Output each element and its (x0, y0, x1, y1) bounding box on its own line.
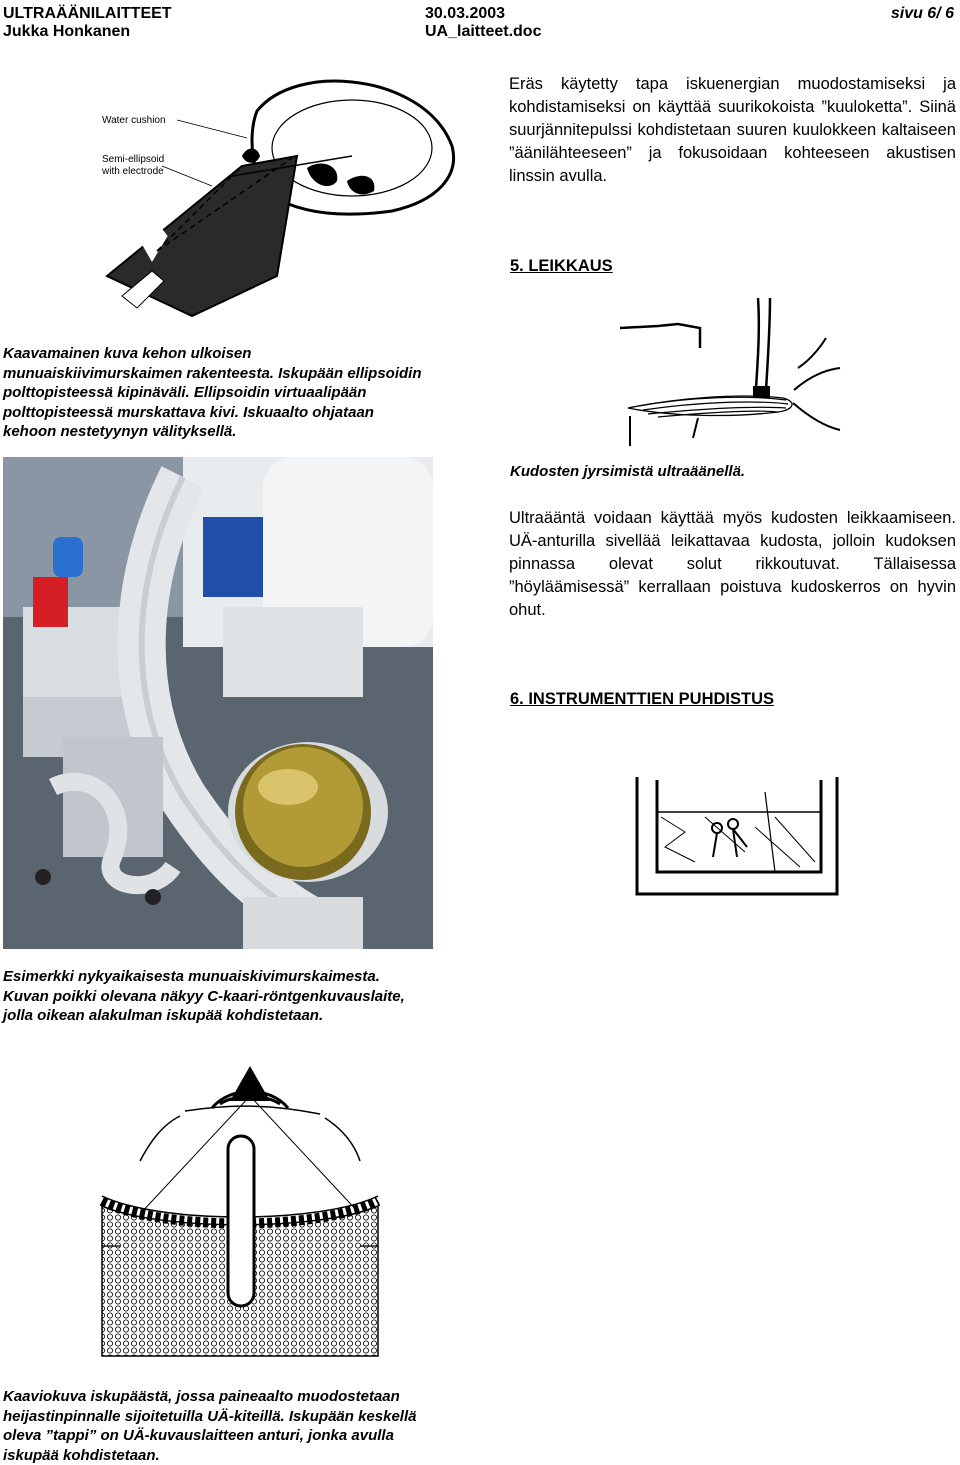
label-with-electrode: with electrode (101, 166, 164, 177)
photo-caption (3, 967, 473, 1026)
label-water-cushion: Water cushion (102, 115, 166, 126)
shockwave-head-schematic (90, 1046, 385, 1358)
section5-heading: 5. LEIKKAUS (510, 257, 613, 276)
lithotripter-photo (3, 457, 433, 949)
caption-line: polttopisteessä kipinäväli. Ellipsoidin virtuaalipään (3, 383, 473, 403)
section5-paragraph: Ultraääntä voidaan käyttää myös kudosten leikkaamiseen. UÄ-anturilla sivellää leikattavaa kudosta, jolloin kudoksen pinnassa olevat solut rikkoutuvat. Tällaisessa ”höyläämisessä” kerrallaan poistuva kudoskerros on hyvin ohut. (509, 507, 956, 622)
caption-line: kehoon nestetyynyn välityksellä. (3, 422, 473, 442)
header-filename: UA_laitteet.doc (425, 22, 541, 41)
tissue-cutting-sketch (618, 298, 843, 448)
figure1-caption (3, 344, 473, 442)
caption-line: oleva ”tappi” on UÄ-kuvauslaitteen anturi, jonka avulla (3, 1426, 473, 1446)
caption-line: Kaaviokuva iskupäästä, jossa paineaalto muodostetaan (3, 1387, 473, 1407)
caption-line: iskupää kohdistetaan. (3, 1446, 473, 1465)
caption-line: jolla oikean alakulman iskupää kohdistetaan. (3, 1006, 473, 1026)
cleaning-basin-sketch (625, 772, 850, 902)
caption-line: munuaiskiivimurskaimen rakenteesta. Iskupään ellipsoidin (3, 364, 473, 384)
caption-line: Kuvan poikki olevana näkyy C-kaari-röntgenkuvauslaite, (3, 987, 473, 1007)
intro-paragraph: Eräs käytetty tapa iskuenergian muodostamiseksi ja kohdistamiseksi on käyttää suurikokoista ”kuuloketta”. Siinä suurjännitepulssi kohdistetaan suuren kuulokkeen kaltaiseen ”äänilähteeseen” ja fokusoidaan kohteeseen akustisen linssin avulla. (509, 73, 956, 188)
caption-line: Kaavamainen kuva kehon ulkoisen (3, 344, 473, 364)
label-semi-ellipsoid: Semi-ellipsoid (102, 154, 164, 165)
tissue-figure-caption: Kudosten jyrsimistä ultraäänellä. (510, 462, 745, 482)
section6-heading: 6. INSTRUMENTTIEN PUHDISTUS (510, 690, 774, 709)
header-page: sivu 6/ 6 (891, 4, 954, 23)
figure3-caption (3, 1387, 473, 1465)
caption-line: Esimerkki nykyaikaisesta munuaiskivimurskaimesta. (3, 967, 473, 987)
header-author: Jukka Honkanen (3, 22, 130, 41)
caption-line: polttopisteessä murskattava kivi. Iskuaalto ohjataan (3, 403, 473, 423)
header-date: 30.03.2003 (425, 4, 505, 23)
caption-line: heijastinpinnalle sijoitetuilla UÄ-kiteillä. Iskupään keskellä (3, 1407, 473, 1427)
header-title: ULTRAÄÄNILAITTEET (3, 4, 172, 23)
lithotripter-schematic-figure (92, 76, 472, 321)
